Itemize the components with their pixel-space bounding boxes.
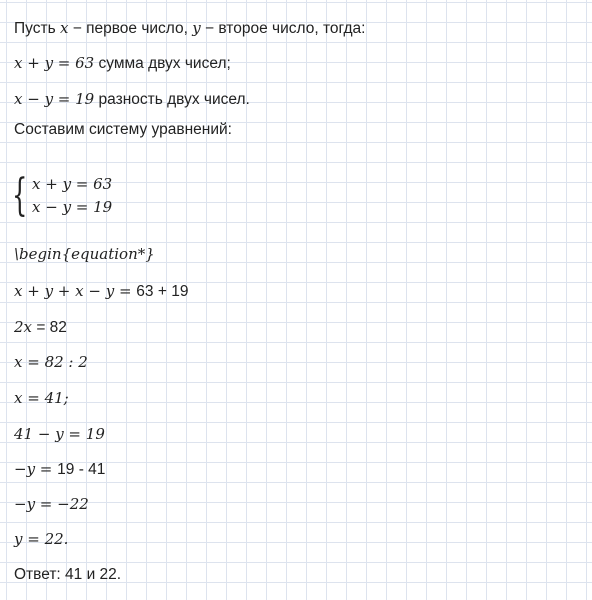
equation-sum-math: x + y = 63 — [14, 54, 95, 72]
var-y: y — [192, 19, 201, 37]
system-row-1: x + y = 63 — [32, 175, 113, 193]
step-6 — [14, 459, 105, 480]
step-1-text: 63 + 19 — [136, 283, 189, 300]
step-1 — [14, 281, 188, 302]
system-row-2: x − y = 19 — [32, 198, 113, 216]
system-brace: { — [12, 170, 28, 221]
step-2-text: = 82 — [32, 319, 67, 336]
answer-label: Ответ: — [14, 566, 66, 583]
equation-system — [12, 172, 112, 220]
equation-sum-text: сумма двух чисел; — [94, 55, 231, 72]
intro-line — [14, 18, 365, 39]
intro-text: − второе число, тогда: — [200, 20, 366, 37]
step-6-text: 19 - 41 — [57, 461, 106, 478]
equation-difference — [14, 89, 250, 110]
var-x: x — [59, 19, 69, 37]
step-6-math: −y = — [14, 460, 58, 478]
system-heading: Составим систему уравнений: — [14, 121, 232, 138]
latex-begin-line: \begin{equation*} — [14, 245, 155, 263]
step-2 — [14, 317, 67, 338]
intro-text: − первое число, — [68, 20, 193, 37]
intro-text: Пусть — [14, 20, 60, 37]
equation-difference-math: x − y = 19 — [14, 90, 95, 108]
answer-value: 41 и 22. — [65, 566, 122, 583]
step-1-math: x + y + x − y = — [14, 282, 137, 300]
step-3: x = 82 : 2 — [14, 353, 88, 371]
step-4: x = 41; — [14, 389, 69, 407]
equation-difference-text: разность двух чисел. — [94, 91, 250, 108]
equation-sum — [14, 53, 231, 74]
step-2-math: 2x — [14, 318, 33, 336]
step-5: 41 − y = 19 — [14, 425, 105, 443]
step-8: y = 22. — [14, 530, 69, 548]
step-7: −y = −22 — [14, 495, 89, 513]
answer-line — [14, 565, 121, 585]
